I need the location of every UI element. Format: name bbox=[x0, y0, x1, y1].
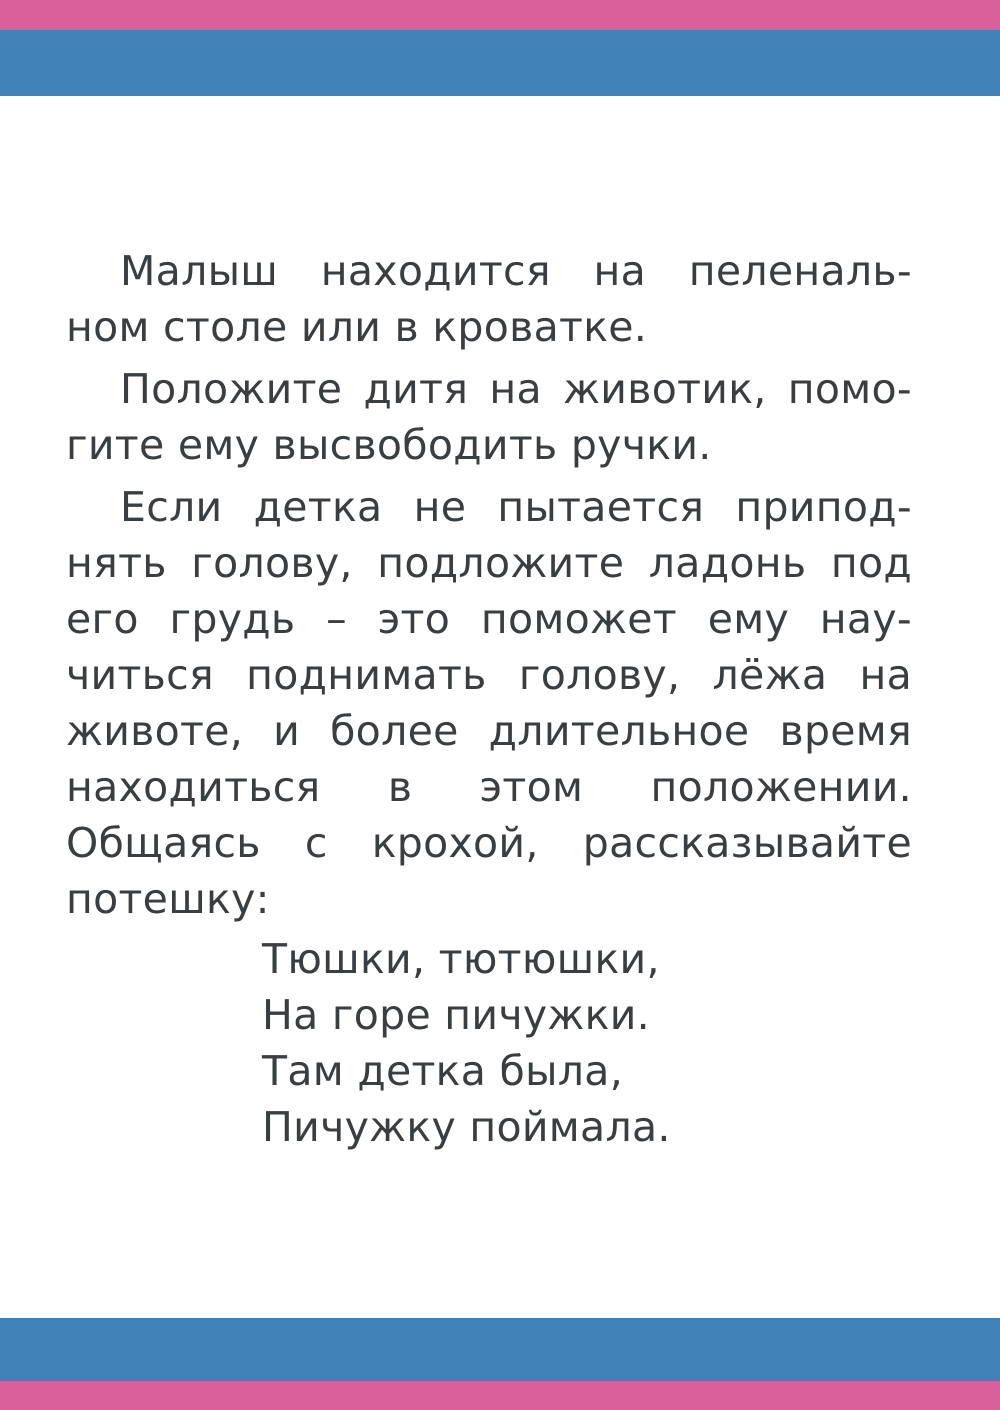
instruction-text bbox=[66, 243, 912, 927]
bottom-pink-band bbox=[0, 1381, 1000, 1410]
text-line: потешку: bbox=[66, 875, 270, 923]
nursery-rhyme bbox=[262, 931, 862, 1155]
text-line: Малыш находится на пеленаль- bbox=[120, 247, 912, 295]
text-line: Положите дитя на животик, помо- bbox=[120, 365, 912, 413]
poem-line: Пичужку поймала. bbox=[262, 1103, 671, 1151]
top-blue-band bbox=[0, 30, 1000, 96]
text-line: ном столе или в кроватке. bbox=[66, 303, 648, 351]
poem-line: Тюшки, тютюшки, bbox=[262, 935, 660, 983]
paragraph-3 bbox=[66, 479, 912, 927]
text-line: нять голову, подложите ладонь под bbox=[66, 539, 912, 587]
poem-line: Там детка была, bbox=[262, 1047, 624, 1095]
top-pink-band bbox=[0, 0, 1000, 30]
text-line: гите ему высвободить ручки. bbox=[66, 421, 712, 469]
text-line: животе, и более длительное время bbox=[66, 707, 912, 755]
text-line: Общаясь с крохой, рассказывайте bbox=[66, 819, 912, 867]
poem-line: На горе пичужки. bbox=[262, 991, 651, 1039]
text-line: его грудь – это поможет ему нау- bbox=[66, 595, 912, 643]
text-line: находиться в этом положении. bbox=[66, 763, 912, 811]
text-line: читься поднимать голову, лёжа на bbox=[66, 651, 912, 699]
bottom-blue-band bbox=[0, 1318, 1000, 1381]
paragraph-1 bbox=[66, 243, 912, 355]
paragraph-2 bbox=[66, 361, 912, 473]
text-line: Если детка не пытается припод- bbox=[120, 483, 912, 531]
